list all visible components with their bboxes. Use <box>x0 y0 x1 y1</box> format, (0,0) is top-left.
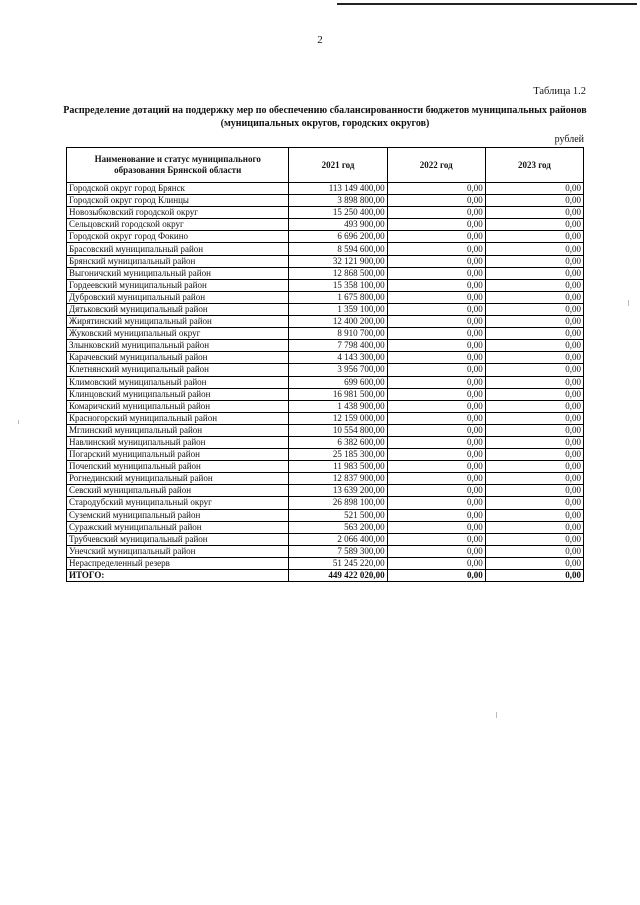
cell-2022: 0,00 <box>387 412 485 424</box>
cell-2021: 12 159 000,00 <box>289 412 387 424</box>
table-row <box>67 231 584 243</box>
unit-label: рублей <box>554 134 584 145</box>
cell-name: Суражский муниципальный район <box>67 521 289 533</box>
cell-2022: 0,00 <box>387 340 485 352</box>
cell-2022: 0,00 <box>387 328 485 340</box>
table-row <box>67 207 584 219</box>
cell-name: Навлинский муниципальный район <box>67 436 289 448</box>
cell-2022: 0,00 <box>387 243 485 255</box>
table-row <box>67 195 584 207</box>
scan-speck <box>496 712 497 718</box>
cell-2021: 699 600,00 <box>289 376 387 388</box>
cell-2022: 0,00 <box>387 364 485 376</box>
cell-2023: 0,00 <box>485 570 583 582</box>
cell-2023: 0,00 <box>485 267 583 279</box>
cell-2022: 0,00 <box>387 279 485 291</box>
cell-name: Новозыбковский городской округ <box>67 207 289 219</box>
cell-2021: 1 675 800,00 <box>289 291 387 303</box>
cell-2021: 12 868 500,00 <box>289 267 387 279</box>
cell-2022: 0,00 <box>387 461 485 473</box>
cell-name: Брянский муниципальный район <box>67 255 289 267</box>
subsidy-table <box>66 147 584 582</box>
cell-2022: 0,00 <box>387 219 485 231</box>
cell-2023: 0,00 <box>485 195 583 207</box>
cell-2023: 0,00 <box>485 461 583 473</box>
cell-2022: 0,00 <box>387 473 485 485</box>
cell-name: Красногорский муниципальный район <box>67 412 289 424</box>
cell-2023: 0,00 <box>485 545 583 557</box>
cell-2021: 15 250 400,00 <box>289 207 387 219</box>
header-2022: 2022 год <box>387 148 485 183</box>
table-label: Таблица 1.2 <box>533 86 586 97</box>
cell-name: Унечский муниципальный район <box>67 545 289 557</box>
cell-2021: 3 898 800,00 <box>289 195 387 207</box>
table-row <box>67 255 584 267</box>
cell-2022: 0,00 <box>387 509 485 521</box>
cell-2023: 0,00 <box>485 376 583 388</box>
cell-2021: 7 798 400,00 <box>289 340 387 352</box>
cell-2021: 15 358 100,00 <box>289 279 387 291</box>
cell-name: Трубчевский муниципальный район <box>67 533 289 545</box>
cell-2022: 0,00 <box>387 303 485 315</box>
cell-name: Выгоничский муниципальный район <box>67 267 289 279</box>
table-row <box>67 461 584 473</box>
cell-2021: 26 898 100,00 <box>289 497 387 509</box>
cell-name: Комаричский муниципальный район <box>67 400 289 412</box>
table-row <box>67 557 584 569</box>
cell-2023: 0,00 <box>485 364 583 376</box>
cell-name: Стародубский муниципальный округ <box>67 497 289 509</box>
cell-name: Погарский муниципальный район <box>67 449 289 461</box>
cell-2022: 0,00 <box>387 533 485 545</box>
cell-2023: 0,00 <box>485 231 583 243</box>
cell-name: Городской округ город Клинцы <box>67 195 289 207</box>
cell-2021: 32 121 900,00 <box>289 255 387 267</box>
total-row <box>67 570 584 582</box>
cell-2022: 0,00 <box>387 291 485 303</box>
table-row <box>67 485 584 497</box>
cell-2023: 0,00 <box>485 340 583 352</box>
header-2023: 2023 год <box>485 148 583 183</box>
cell-2021: 521 500,00 <box>289 509 387 521</box>
table-row <box>67 243 584 255</box>
cell-2021: 13 639 200,00 <box>289 485 387 497</box>
cell-2022: 0,00 <box>387 316 485 328</box>
cell-name: Клинцовский муниципальный район <box>67 388 289 400</box>
cell-2023: 0,00 <box>485 352 583 364</box>
table-row <box>67 279 584 291</box>
cell-2023: 0,00 <box>485 412 583 424</box>
header-name: Наименование и статус муниципального образования Брянской области <box>67 148 289 183</box>
table-row <box>67 340 584 352</box>
cell-2022: 0,00 <box>387 255 485 267</box>
table-row <box>67 364 584 376</box>
table-row <box>67 219 584 231</box>
cell-2021: 25 185 300,00 <box>289 449 387 461</box>
cell-2022: 0,00 <box>387 195 485 207</box>
cell-name: Гордеевский муниципальный район <box>67 279 289 291</box>
cell-2023: 0,00 <box>485 424 583 436</box>
cell-name: Городской округ город Брянск <box>67 183 289 195</box>
cell-2023: 0,00 <box>485 449 583 461</box>
cell-2022: 0,00 <box>387 376 485 388</box>
cell-2023: 0,00 <box>485 243 583 255</box>
cell-2022: 0,00 <box>387 545 485 557</box>
cell-2022: 0,00 <box>387 570 485 582</box>
title-line-2: (муниципальных округов, городских округов) <box>220 118 430 129</box>
cell-2023: 0,00 <box>485 183 583 195</box>
cell-2023: 0,00 <box>485 291 583 303</box>
table-row <box>67 412 584 424</box>
table-row <box>67 449 584 461</box>
cell-name: Климовский муниципальный район <box>67 376 289 388</box>
cell-2023: 0,00 <box>485 255 583 267</box>
cell-2022: 0,00 <box>387 497 485 509</box>
table-row <box>67 303 584 315</box>
cell-name: Суземский муниципальный район <box>67 509 289 521</box>
cell-2022: 0,00 <box>387 352 485 364</box>
cell-2022: 0,00 <box>387 557 485 569</box>
table-row <box>67 533 584 545</box>
cell-name: Почепский муниципальный район <box>67 461 289 473</box>
table-row <box>67 291 584 303</box>
cell-2022: 0,00 <box>387 267 485 279</box>
table-row <box>67 509 584 521</box>
table-row <box>67 545 584 557</box>
cell-2021: 113 149 400,00 <box>289 183 387 195</box>
cell-2023: 0,00 <box>485 316 583 328</box>
cell-2022: 0,00 <box>387 449 485 461</box>
table-row <box>67 183 584 195</box>
table-row <box>67 436 584 448</box>
cell-2023: 0,00 <box>485 497 583 509</box>
cell-2021: 1 438 900,00 <box>289 400 387 412</box>
title-line-1: Распределение дотаций на поддержку мер по обеспечению сбалансированности бюджетов муниципальных районов <box>63 105 587 116</box>
cell-2023: 0,00 <box>485 473 583 485</box>
table-row <box>67 473 584 485</box>
cell-2021: 6 382 600,00 <box>289 436 387 448</box>
cell-2023: 0,00 <box>485 219 583 231</box>
cell-2021: 6 696 200,00 <box>289 231 387 243</box>
cell-2023: 0,00 <box>485 303 583 315</box>
cell-name: Дятьковский муниципальный район <box>67 303 289 315</box>
cell-2021: 10 554 800,00 <box>289 424 387 436</box>
cell-2022: 0,00 <box>387 424 485 436</box>
table-row <box>67 388 584 400</box>
cell-2022: 0,00 <box>387 436 485 448</box>
cell-2023: 0,00 <box>485 279 583 291</box>
cell-2023: 0,00 <box>485 328 583 340</box>
cell-name: Городской округ город Фокино <box>67 231 289 243</box>
table-row <box>67 424 584 436</box>
scan-edge-line <box>337 3 637 5</box>
cell-2021: 8 910 700,00 <box>289 328 387 340</box>
cell-2021: 4 143 300,00 <box>289 352 387 364</box>
cell-2023: 0,00 <box>485 509 583 521</box>
cell-2021: 3 956 700,00 <box>289 364 387 376</box>
cell-2021: 11 983 500,00 <box>289 461 387 473</box>
cell-2021: 51 245 220,00 <box>289 557 387 569</box>
cell-2023: 0,00 <box>485 533 583 545</box>
cell-2022: 0,00 <box>387 400 485 412</box>
cell-name: Сельцовский городской округ <box>67 219 289 231</box>
cell-2021: 449 422 020,00 <box>289 570 387 582</box>
cell-2021: 563 200,00 <box>289 521 387 533</box>
cell-name: Дубровский муниципальный район <box>67 291 289 303</box>
cell-2022: 0,00 <box>387 485 485 497</box>
cell-2021: 16 981 500,00 <box>289 388 387 400</box>
cell-2021: 7 589 300,00 <box>289 545 387 557</box>
cell-2021: 12 400 200,00 <box>289 316 387 328</box>
table-row <box>67 352 584 364</box>
table-row <box>67 267 584 279</box>
cell-name: Клетнянский муниципальный район <box>67 364 289 376</box>
table-row <box>67 497 584 509</box>
table-header-row <box>67 148 584 183</box>
scan-speck <box>628 300 629 306</box>
cell-name: Карачевский муниципальный район <box>67 352 289 364</box>
cell-2022: 0,00 <box>387 231 485 243</box>
table-row <box>67 521 584 533</box>
cell-2021: 1 359 100,00 <box>289 303 387 315</box>
cell-name: Мглинский муниципальный район <box>67 424 289 436</box>
page-number: 2 <box>317 34 323 46</box>
cell-2022: 0,00 <box>387 388 485 400</box>
scan-speck <box>18 420 19 424</box>
cell-2021: 493 900,00 <box>289 219 387 231</box>
cell-2023: 0,00 <box>485 521 583 533</box>
cell-2022: 0,00 <box>387 183 485 195</box>
header-2021: 2021 год <box>289 148 387 183</box>
cell-name: Рогнединский муниципальный район <box>67 473 289 485</box>
table-row <box>67 400 584 412</box>
cell-name: ИТОГО: <box>67 570 289 582</box>
table-row <box>67 376 584 388</box>
cell-2023: 0,00 <box>485 400 583 412</box>
table-body <box>67 183 584 582</box>
cell-2021: 2 066 400,00 <box>289 533 387 545</box>
cell-name: Севский муниципальный район <box>67 485 289 497</box>
table-row <box>67 316 584 328</box>
cell-2021: 8 594 600,00 <box>289 243 387 255</box>
cell-name: Жирятинский муниципальный район <box>67 316 289 328</box>
cell-2023: 0,00 <box>485 485 583 497</box>
document-title <box>55 104 595 130</box>
table-row <box>67 328 584 340</box>
cell-2023: 0,00 <box>485 557 583 569</box>
cell-name: Нераспределенный резерв <box>67 557 289 569</box>
cell-2023: 0,00 <box>485 207 583 219</box>
cell-name: Жуковский муниципальный округ <box>67 328 289 340</box>
cell-2022: 0,00 <box>387 207 485 219</box>
cell-name: Злынковский муниципальный район <box>67 340 289 352</box>
cell-name: Брасовский муниципальный район <box>67 243 289 255</box>
cell-2022: 0,00 <box>387 521 485 533</box>
cell-2023: 0,00 <box>485 388 583 400</box>
cell-2023: 0,00 <box>485 436 583 448</box>
cell-2021: 12 837 900,00 <box>289 473 387 485</box>
